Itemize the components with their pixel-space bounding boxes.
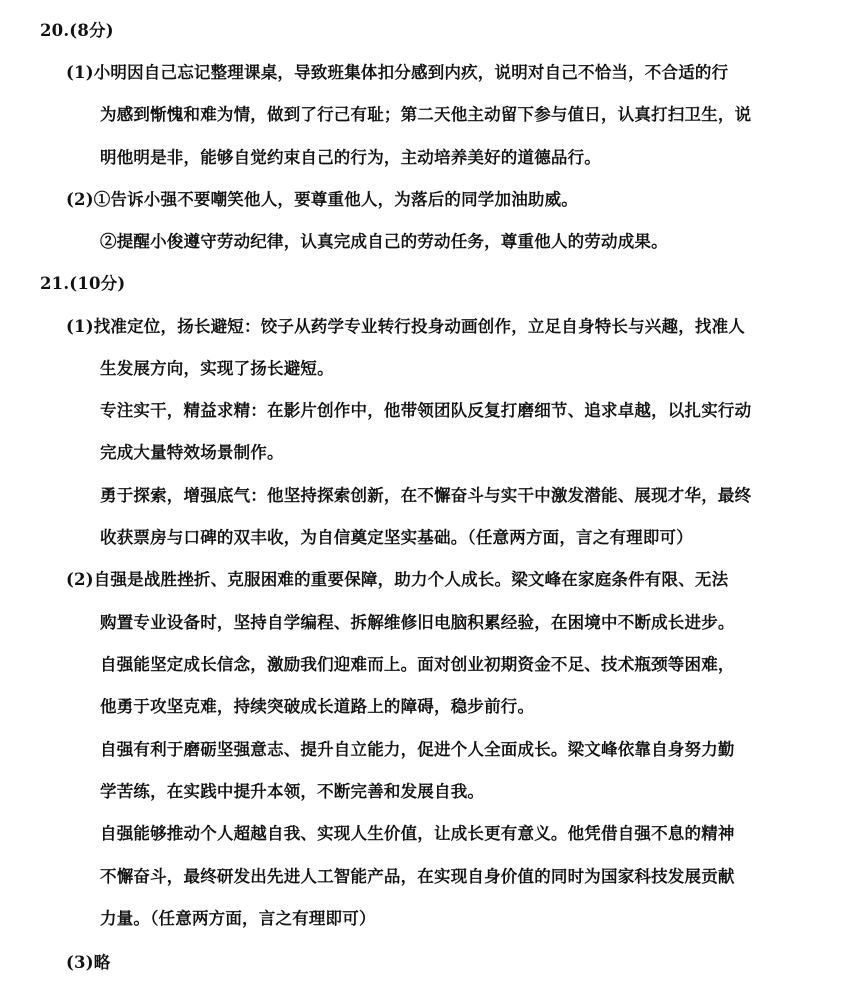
q21-part2-line9: 力量。（任意两方面，言之有理即可） bbox=[100, 909, 376, 928]
q21-part1-line2: 生发展方向，实现了扬长避短。 bbox=[100, 359, 334, 378]
q21-part3-line1: (3)略 bbox=[66, 953, 111, 972]
q21-part2-line8: 不懈奋斗，最终研发出先进人工智能产品，在实现自身价值的同时为国家科技发展贡献 bbox=[100, 867, 735, 886]
q20-part2-line1: (2)①告诉小强不要嘲笑他人，要尊重他人，为落后的同学加油助威。 bbox=[66, 190, 578, 209]
q21-header: 21.(10分) bbox=[40, 274, 126, 293]
q20-part1-line2: 为感到惭愧和难为情，做到了行己有耻；第二天他主动留下参与值日，认真打扫卫生，说 bbox=[100, 105, 752, 124]
q21-part2-line2: 购置专业设备时，坚持自学编程、拆解维修旧电脑积累经验，在困境中不断成长进步。 bbox=[100, 613, 735, 632]
q20-part1-line1: (1)小明因自己忘记整理课桌，导致班集体扣分感到内疚，说明对自己不恰当，不合适的行 bbox=[66, 63, 729, 82]
q20-part2-line2: ②提醒小俊遵守劳动纪律，认真完成自己的劳动任务，尊重他人的劳动成果。 bbox=[100, 232, 668, 251]
q21-part2-line3: 自强能坚定成长信念，激励我们迎难而上。面对创业初期资金不足、技术瓶颈等困难， bbox=[100, 655, 735, 674]
q21-part1-line3: 专注实干，精益求精：在影片创作中，他带领团队反复打磨细节、追求卓越，以扎实行动 bbox=[100, 401, 752, 420]
q21-part2-line6: 学苦练，在实践中提升本领，不断完善和发展自我。 bbox=[100, 782, 485, 801]
q21-part2-line4: 他勇于攻坚克难，持续突破成长道路上的障碍，稳步前行。 bbox=[100, 697, 535, 716]
q21-part1-line4: 完成大量特效场景制作。 bbox=[100, 443, 284, 462]
q21-part2-line1: (2)自强是战胜挫折、克服困难的重要保障，助力个人成长。梁文峰在家庭条件有限、无法 bbox=[66, 570, 729, 589]
q21-part2-line7: 自强能够推动个人超越自我、实现人生价值，让成长更有意义。他凭借自强不息的精神 bbox=[100, 824, 735, 843]
q21-part1-line1: (1)找准定位，扬长避短：饺子从药学专业转行投身动画创作，立足自身特长与兴趣，找准人 bbox=[66, 317, 745, 336]
q20-part1-line3: 明他明是非，能够自觉约束自己的行为，主动培养美好的道德品行。 bbox=[100, 148, 601, 167]
q20-header: 20.(8分) bbox=[40, 21, 114, 40]
q21-part1-line6: 收获票房与口碑的双丰收，为自信奠定坚实基础。（任意两方面，言之有理即可） bbox=[100, 528, 693, 547]
q21-part2-line5: 自强有利于磨砺坚强意志、提升自立能力，促进个人全面成长。梁文峰依靠自身努力勤 bbox=[100, 740, 735, 759]
q21-part1-line5: 勇于探索，增强底气：他坚持探索创新，在不懈奋斗与实干中激发潜能、展现才华，最终 bbox=[100, 486, 752, 505]
